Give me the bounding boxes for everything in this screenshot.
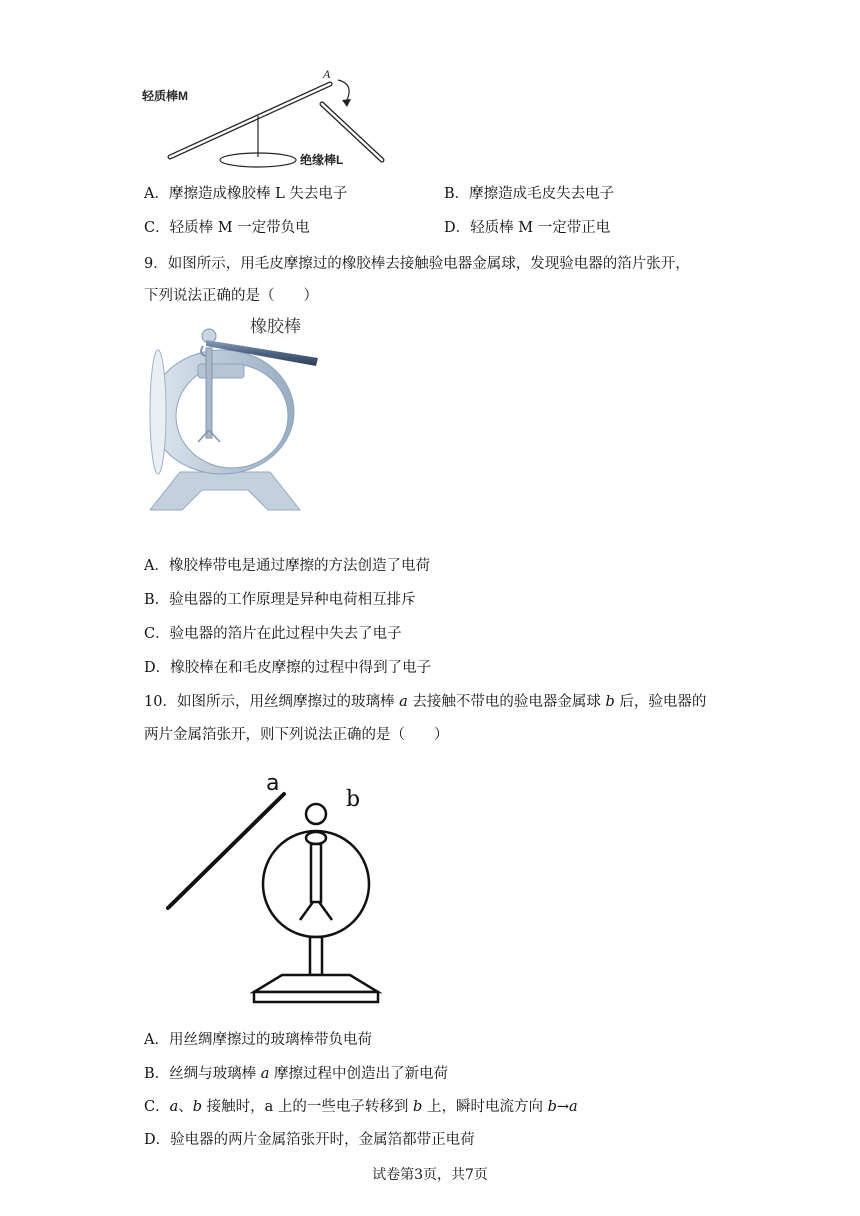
q9-stem-line1: 9．如图所示，用毛皮摩擦过的橡胶棒去接触验电器金属球，发现验电器的箔片张开， [144, 256, 690, 272]
q9-stem-line2: 下列说法正确的是（ ） [144, 288, 318, 304]
q10-option-d: D．验电器的两片金属箔张开时，金属箔都带正电荷 [144, 1132, 475, 1148]
q10-option-b-var: a [260, 1066, 270, 1082]
q10-option-a: A．用丝绸摩擦过的玻璃棒带负电荷 [144, 1032, 372, 1048]
q10-option-c-mid1: 、 [178, 1099, 193, 1115]
q10-var-b: b [605, 694, 615, 710]
lever-figure [140, 62, 400, 174]
q10-var-a: a [399, 694, 408, 710]
q10-stem-part3: 后，验电器的 [614, 694, 707, 710]
q9-option-d: D．橡胶棒在和毛皮摩擦的过程中得到了电子 [144, 660, 432, 676]
q8-option-d: D．轻质棒 M 一定带正电 [444, 220, 611, 236]
figure-label-a: a [266, 771, 280, 796]
q10-option-b-post: 摩擦过程中创造出了新电荷 [269, 1066, 449, 1082]
q9-option-b: B．验电器的工作原理是异种电荷相互排斥 [144, 592, 416, 608]
q10-option-b [144, 1064, 448, 1084]
q8-option-a: A．摩擦造成橡胶棒 L 失去电子 [144, 186, 348, 202]
q10-stem-part2: 去接触不带电的验电器金属球 [407, 694, 606, 710]
q9-option-a: A．橡胶棒带电是通过摩擦的方法创造了电荷 [144, 558, 430, 574]
electroscope-rubber-rod-figure [140, 312, 340, 522]
q10-option-c-var4: b→a [547, 1099, 578, 1115]
electroscope-glass-rod-figure [150, 768, 390, 1008]
page-footer: 试卷第3页，共7页 [372, 1167, 488, 1183]
lever-label-m: 轻质棒M [142, 89, 188, 103]
q9-option-c: C．验电器的箔片在此过程中失去了电子 [144, 626, 402, 642]
q10-stem-line1 [144, 692, 706, 712]
q10-stem-line2: 两片金属箔张开，则下列说法正确的是（ ） [144, 727, 449, 743]
q10-option-b-pre: B．丝绸与玻璃棒 [144, 1066, 261, 1082]
q10-option-c-var2: b [192, 1099, 203, 1115]
q10-option-c [144, 1097, 578, 1117]
rubber-rod-label: 橡胶棒 [250, 317, 301, 337]
lever-label-l: 绝缘棒L [300, 153, 344, 167]
q8-option-c: C．轻质棒 M 一定带负电 [144, 220, 310, 236]
lever-label-a: A [323, 67, 331, 81]
q10-option-c-mid2: 接触时，a 上的一些电子转移到 [202, 1099, 414, 1115]
q10-option-c-var3: b [413, 1099, 423, 1115]
q8-option-b: B．摩擦造成毛皮失去电子 [444, 186, 615, 202]
q10-option-c-pre: C． [144, 1099, 170, 1115]
q10-option-c-mid3: 上，瞬时电流方向 [422, 1099, 548, 1115]
figure-label-b: b [346, 787, 361, 812]
q10-stem-part1: 10．如图所示，用丝绸摩擦过的玻璃棒 [144, 694, 400, 710]
q10-option-c-var1: a [169, 1099, 179, 1115]
